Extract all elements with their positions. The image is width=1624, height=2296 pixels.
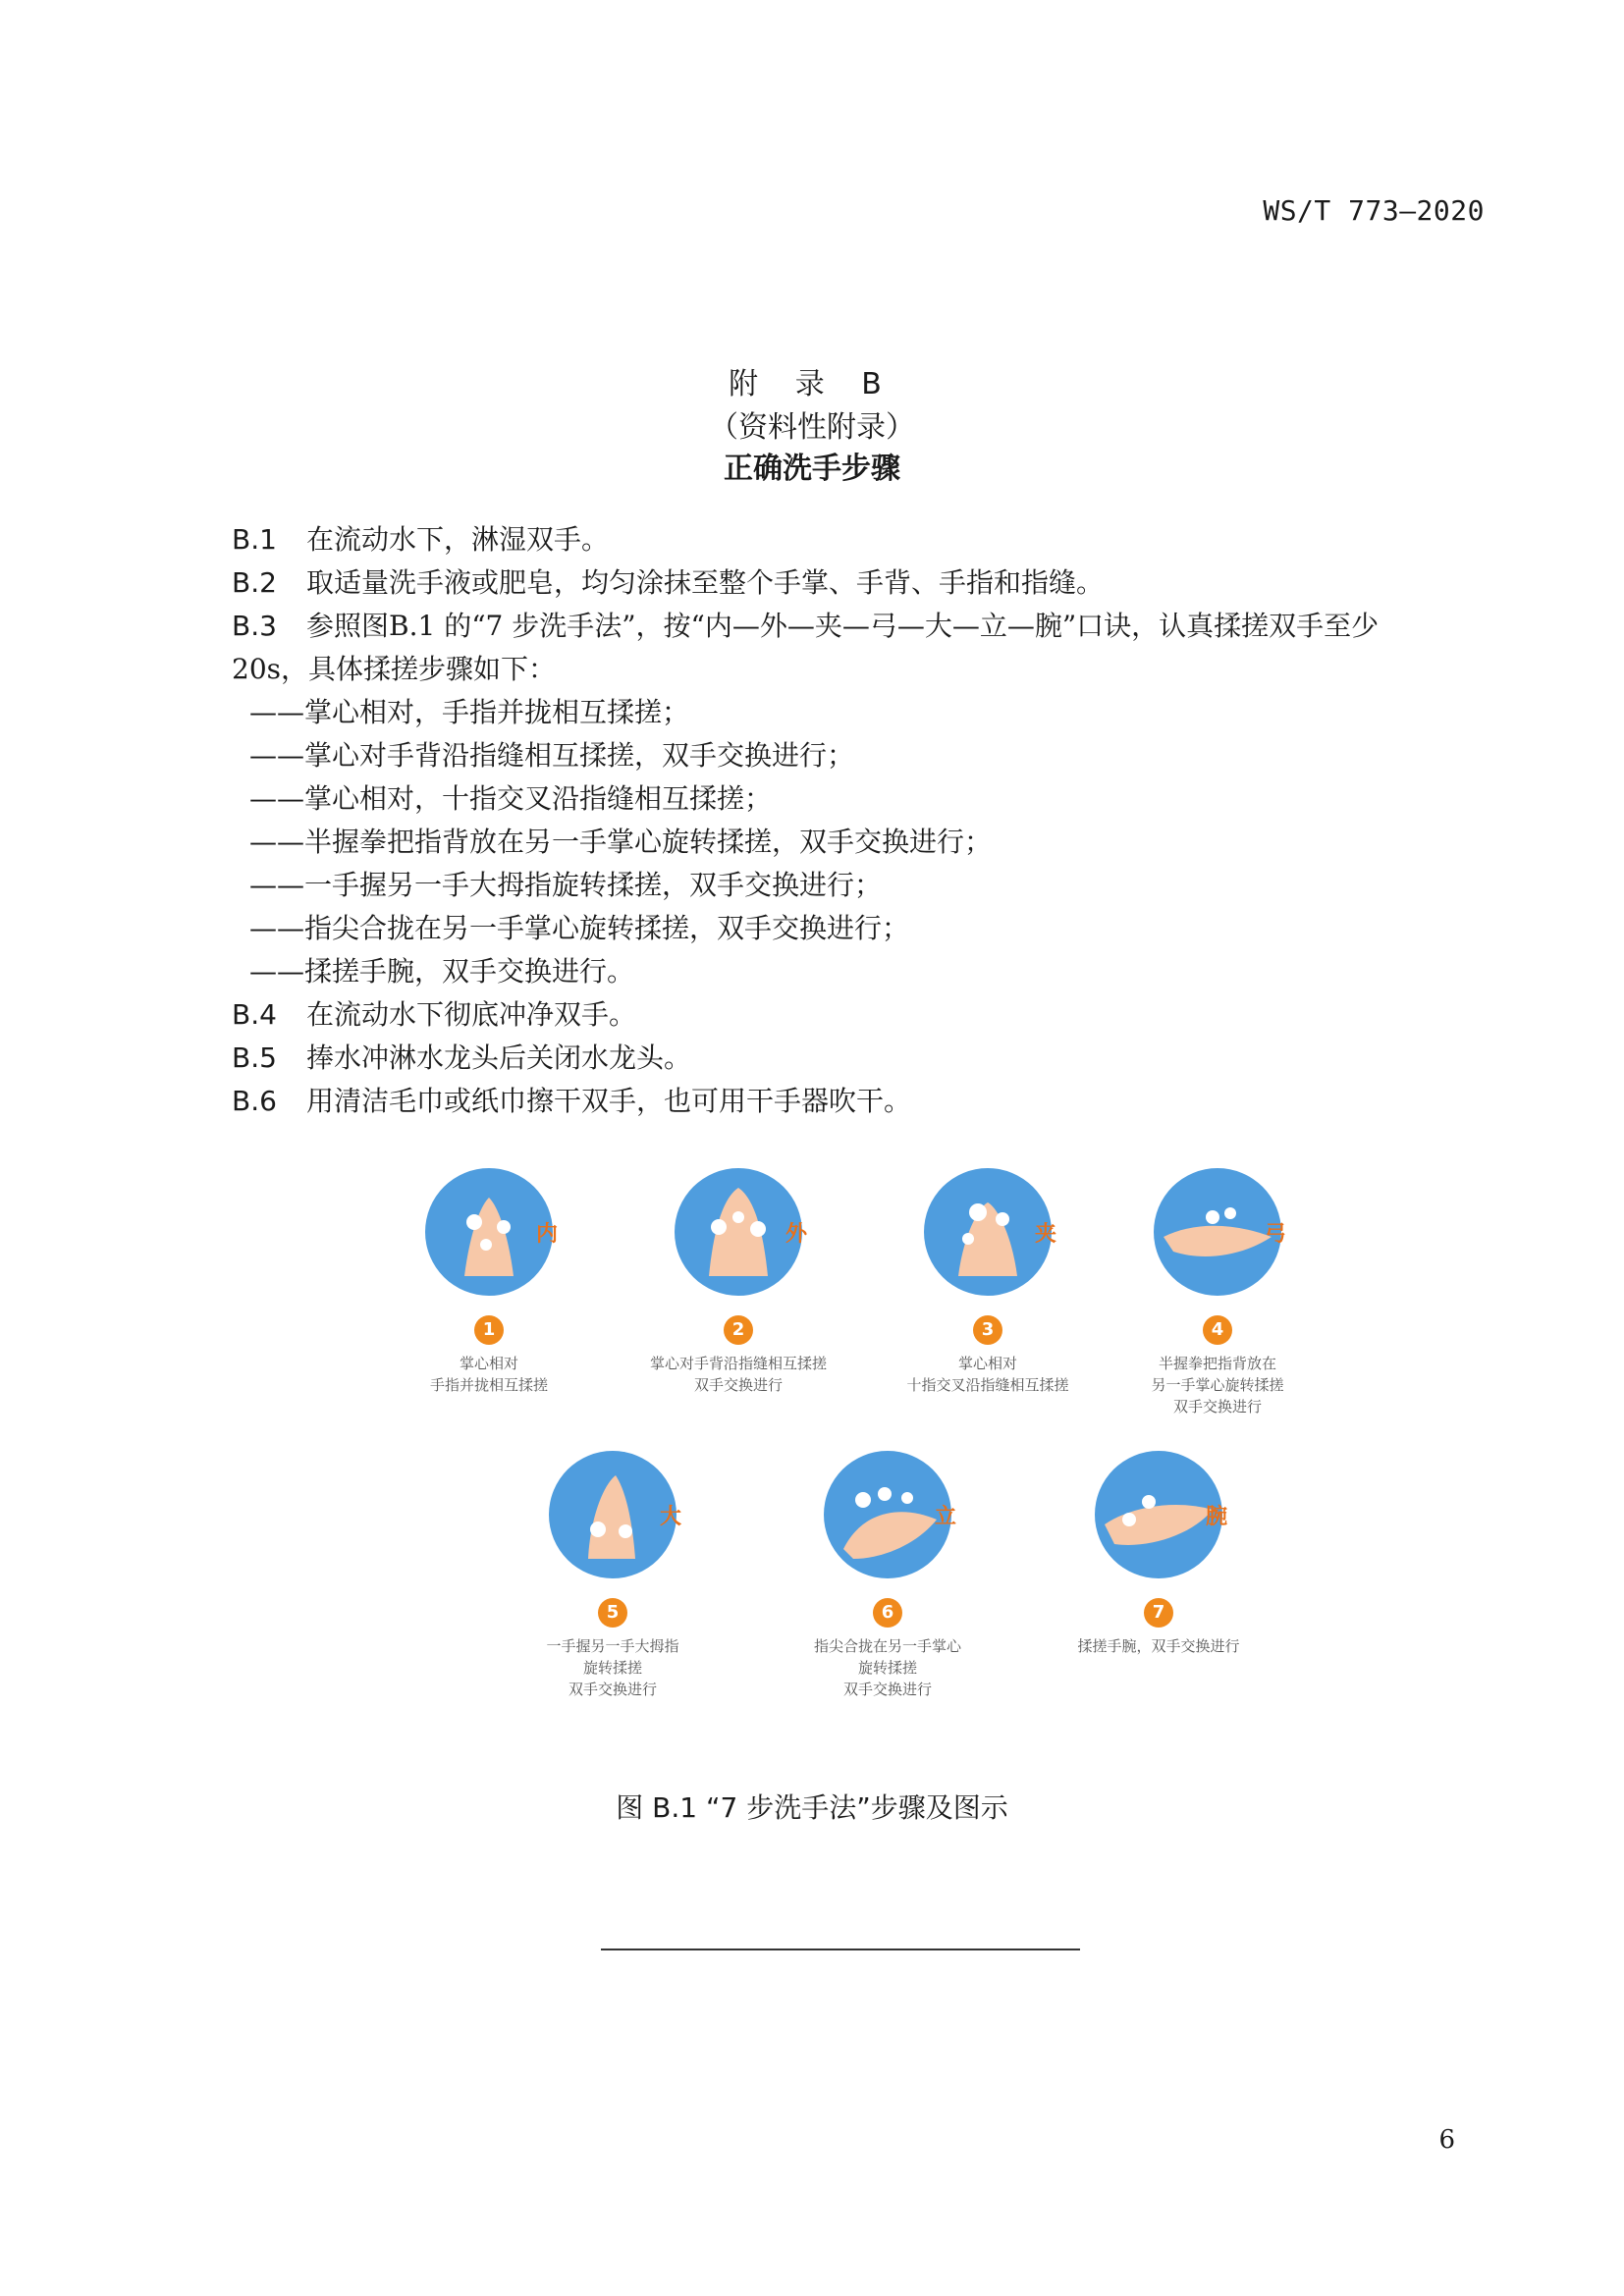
- dash-item: ——掌心相对，十指交叉沿指缝相互揉搓；: [249, 782, 773, 815]
- step-caption-line: 双手交换进行: [1172, 1398, 1262, 1415]
- step-caption-line: 双手交换进行: [568, 1681, 657, 1698]
- step-caption-line: 十指交叉沿指缝相互揉搓: [906, 1376, 1069, 1394]
- clause-b6: [232, 1080, 1484, 1123]
- clause-number: B.5: [232, 1041, 277, 1074]
- clause-text: 在流动水下，淋湿双手。: [306, 523, 610, 556]
- step-keyword: 腕: [1206, 1505, 1228, 1529]
- hand-illustration-icon: [824, 1451, 951, 1578]
- appendix-subject: 正确洗手步骤: [724, 452, 900, 486]
- step-7: [1031, 1451, 1286, 1657]
- clause-number: B.4: [232, 998, 277, 1031]
- clause-b5: [232, 1037, 1484, 1080]
- hand-illustration-icon: [675, 1168, 802, 1296]
- step-caption-line: 旋转揉搓: [582, 1659, 642, 1677]
- clause-number: B.1: [232, 523, 277, 556]
- step-keyword: 外: [785, 1222, 808, 1247]
- step-caption-line: 掌心对手背沿指缝相互揉搓: [649, 1355, 827, 1372]
- step-caption-line: 旋转揉搓: [857, 1659, 917, 1677]
- clause-number: B.6: [232, 1085, 277, 1117]
- clause-b2: [232, 561, 1484, 605]
- step-number-badge: 6: [873, 1598, 902, 1628]
- step-3: [860, 1168, 1115, 1396]
- dash-item: ——半握拳把指背放在另一手掌心旋转揉搓，双手交换进行；: [249, 826, 993, 858]
- step-keyword: 内: [536, 1222, 559, 1247]
- step-number-badge: 5: [598, 1598, 627, 1628]
- step-caption-line: 半握拳把指背放在: [1158, 1355, 1276, 1372]
- dash-item: ——指尖合拢在另一手掌心旋转揉搓，双手交换进行；: [249, 912, 910, 944]
- step-caption-line: 揉搓手腕，双手交换进行: [1077, 1637, 1240, 1655]
- page-number: 6: [1438, 2125, 1455, 2155]
- clause-b1: [232, 518, 1484, 561]
- hand-illustration-icon: [549, 1451, 677, 1578]
- step-number-badge: 3: [973, 1315, 1002, 1345]
- step-1: [361, 1168, 617, 1396]
- step-6: [760, 1451, 1015, 1700]
- step-keyword: 立: [935, 1505, 957, 1529]
- hand-illustration-icon: [1095, 1451, 1222, 1578]
- figure-caption: 图 B.1 “7 步洗手法”步骤及图示: [616, 1791, 1008, 1824]
- document-body: [232, 518, 1484, 1123]
- clause-b4: [232, 993, 1484, 1037]
- hand-illustration-icon: [425, 1168, 553, 1296]
- clause-text: 捧水冲淋水龙头后关闭水龙头。: [306, 1041, 692, 1074]
- dash-item: ——揉搓手腕，双手交换进行。: [249, 955, 635, 988]
- end-rule-divider: [601, 1949, 1080, 1950]
- clause-number: B.3: [232, 610, 277, 642]
- step-number-badge: 7: [1144, 1598, 1173, 1628]
- step-number-badge: 1: [474, 1315, 504, 1345]
- step-caption-line: 掌心相对: [459, 1355, 518, 1372]
- step-keyword: 大: [660, 1505, 682, 1529]
- step-caption-line: 另一手掌心旋转揉搓: [1151, 1376, 1284, 1394]
- appendix-type: （资料性附录）: [709, 410, 915, 445]
- handwash-figure: [363, 1168, 1296, 1737]
- step-caption-line: 掌心相对: [957, 1355, 1017, 1372]
- step-number-badge: 4: [1203, 1315, 1232, 1345]
- dash-item: ——一手握另一手大拇指旋转揉搓，双手交换进行；: [249, 869, 883, 901]
- appendix-title: 附 录 B: [729, 367, 895, 401]
- clause-text: 在流动水下彻底冲净双手。: [306, 998, 637, 1031]
- step-caption-line: 一手握另一手大拇指: [546, 1637, 679, 1655]
- dash-item: ——掌心相对，手指并拢相互揉搓；: [249, 696, 690, 728]
- hand-illustration-icon: [1154, 1168, 1281, 1296]
- clause-text: 取适量洗手液或肥皂，均匀涂抹至整个手掌、手背、手指和指缝。: [306, 566, 1105, 599]
- clause-b3: [232, 605, 1484, 648]
- clause-text: 用清洁毛巾或纸巾擦干双手，也可用干手器吹干。: [306, 1085, 912, 1117]
- dash-item: ——掌心对手背沿指缝相互揉搓，双手交换进行；: [249, 739, 855, 772]
- step-number-badge: 2: [724, 1315, 753, 1345]
- hand-illustration-icon: [924, 1168, 1052, 1296]
- clause-b3-continuation: 20s，具体揉搓步骤如下：: [232, 653, 556, 685]
- step-keyword: 夹: [1035, 1222, 1057, 1247]
- step-keyword: 弓: [1265, 1222, 1287, 1247]
- clause-text: 参照图B.1 的“7 步洗手法”，按“内—外—夹—弓—大—立—腕”口诀，认真揉搓双手至少: [306, 610, 1380, 642]
- step-caption-line: 双手交换进行: [842, 1681, 932, 1698]
- step-caption-line: 双手交换进行: [693, 1376, 783, 1394]
- step-caption-line: 指尖合拢在另一手掌心: [813, 1637, 961, 1655]
- document-code: WS/T 773—2020: [1263, 194, 1485, 227]
- step-2: [611, 1168, 866, 1396]
- step-5: [485, 1451, 740, 1700]
- step-caption-line: 手指并拢相互揉搓: [429, 1376, 548, 1394]
- step-4: [1090, 1168, 1345, 1417]
- clause-number: B.2: [232, 566, 277, 599]
